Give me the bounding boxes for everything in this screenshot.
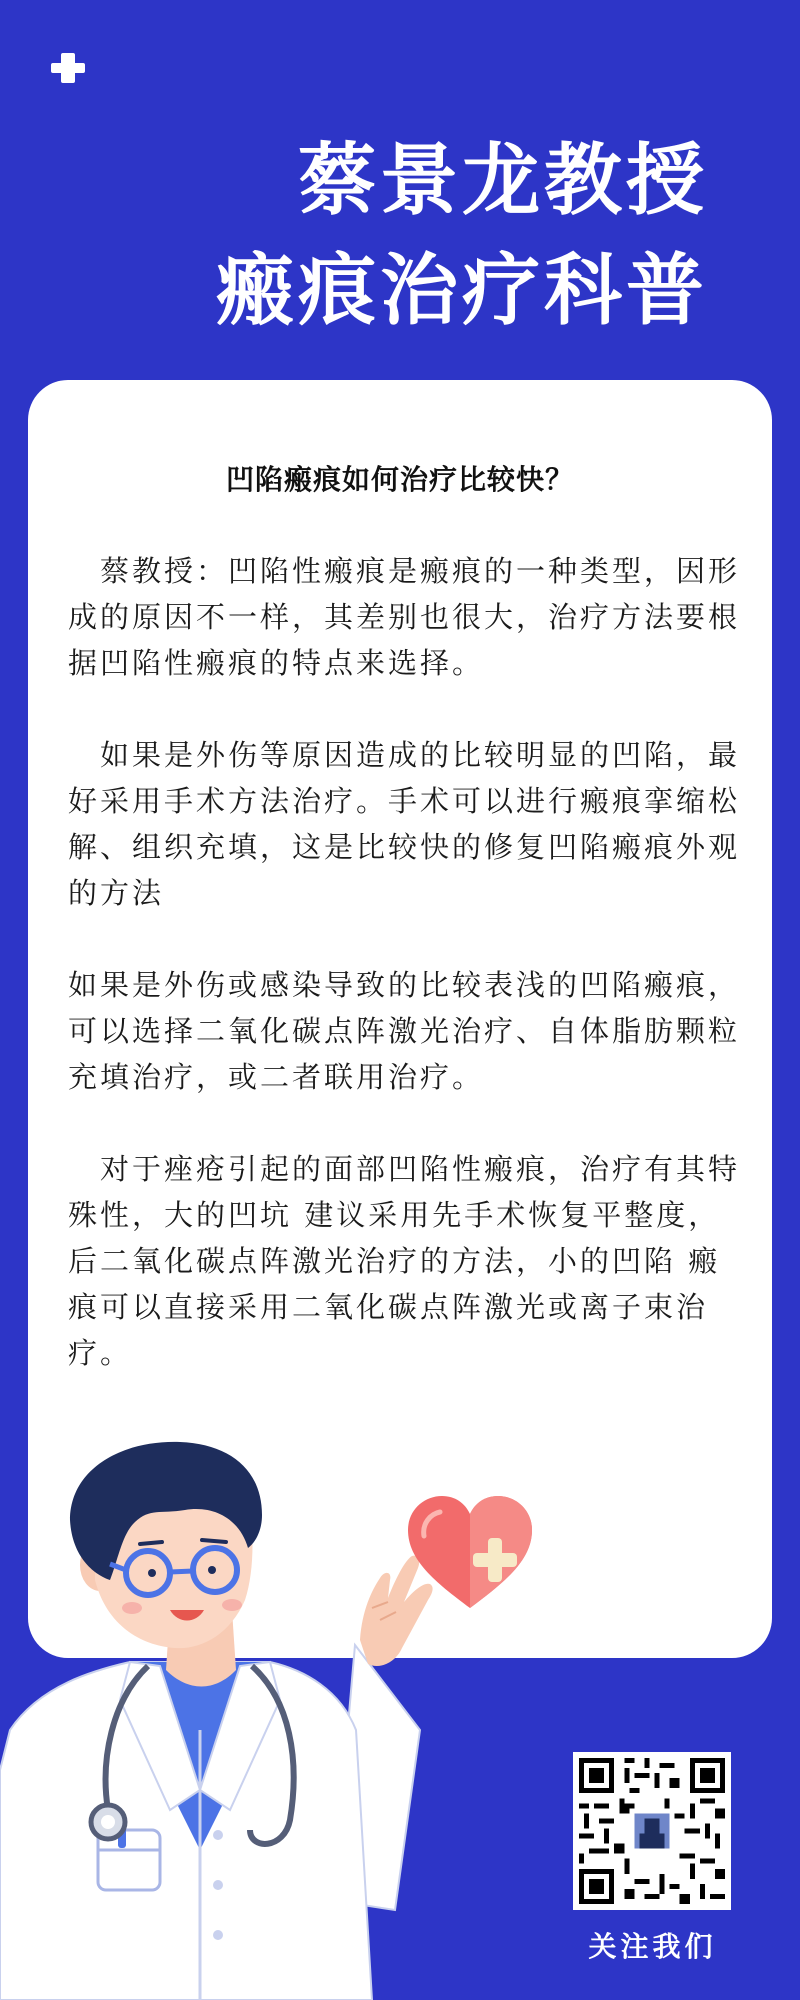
article-heading: 凹陷瘢痕如何治疗比较快？ <box>225 463 574 496</box>
heart-plus-icon <box>400 1490 540 1615</box>
follow-us-label: 关注我们 <box>588 1930 717 1963</box>
page-title-line2: 瘢痕治疗科普 <box>215 246 708 336</box>
qr-code <box>573 1752 731 1910</box>
plus-icon <box>50 50 86 86</box>
article-paragraph-3: 如果是外伤或感染导致的比较表浅的凹陷瘢痕，可以选择二氧化碳点阵激光治疗、自体脂肪颗粒充填治疗，或二者联用治疗。 <box>68 968 741 1094</box>
article-paragraph-1: 蔡教授：凹陷性瘢痕是瘢痕的一种类型，因形成的原因不一样，其差别也很大，治疗方法要根据凹陷性瘢痕的特点来选择。 <box>68 554 741 680</box>
article-paragraph-4: 对于痤疮引起的面部凹陷性瘢痕，治疗有其特殊性，大的凹坑 建议采用先手术恢复平整度，后二氧化碳点阵激光治疗的方法，小的凹陷 瘢痕可以直接采用二氧化碳点阵激光或离子束治疗。 <box>68 1152 741 1370</box>
page-title-line1: 蔡景龙教授 <box>297 136 708 226</box>
article-paragraph-2: 如果是外伤等原因造成的比较明显的凹陷，最好采用手术方法治疗。手术可以进行瘢痕挛缩松解、组织充填，这是比较快的修复凹陷瘢痕外观的方法 <box>68 738 741 910</box>
qr-code-icon <box>579 1758 725 1904</box>
